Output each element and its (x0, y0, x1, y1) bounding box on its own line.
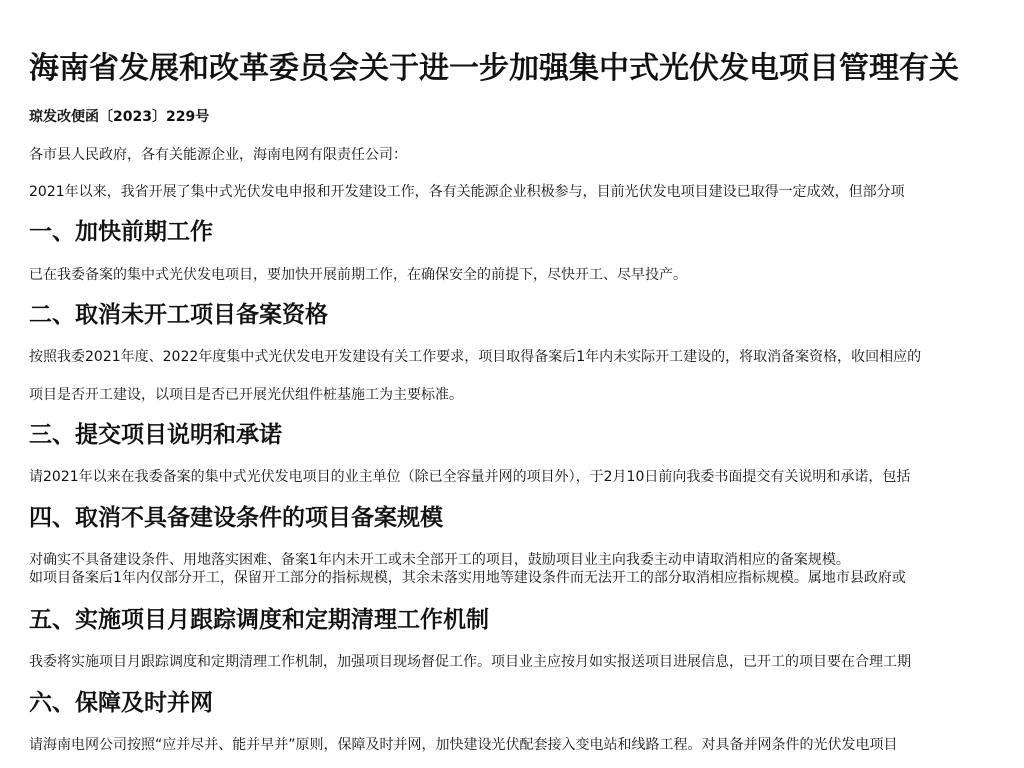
document-number: 琼发改便函〔2023〕229号 (29, 109, 210, 125)
section-6-paragraph: 请海南电网公司按照“应并尽并、能并早并”原则，保障及时并网，加快建设光伏配套接入变电站和线路工程。对具备并网条件的光伏发电项目 (29, 737, 898, 753)
section-3-paragraph: 请2021年以来在我委备案的集中式光伏发电项目的业主单位（除已全容量并网的项目外），于2月10日前向我委书面提交有关说明和承诺，包括 (29, 469, 911, 485)
section-4-paragraph (29, 551, 906, 587)
section-2-paragraph-2: 项目是否开工建设，以项目是否已开展光伏组件桩基施工为主要标准。 (29, 387, 463, 403)
section-5-paragraph: 我委将实施项目月跟踪调度和定期清理工作机制，加强项目现场督促工作。项目业主应按月如实报送项目进展信息，已开工的项目要在合理工期 (29, 654, 911, 670)
section-heading-6: 六、保障及时并网 (29, 690, 213, 716)
section-1-paragraph: 已在我委备案的集中式光伏发电项目，要加快开展前期工作，在确保安全的前提下，尽快开工、尽早投产。 (29, 267, 687, 283)
section-heading-1: 一、加快前期工作 (29, 219, 213, 245)
section-heading-4: 四、取消不具备建设条件的项目备案规模 (29, 505, 443, 531)
intro-paragraph: 2021年以来，我省开展了集中式光伏发电申报和开发建设工作，各有关能源企业积极参与，目前光伏发电项目建设已取得一定成效，但部分项 (29, 184, 905, 200)
section-4-line-2: 如项目备案后1年内仅部分开工，保留开工部分的指标规模，其余未落实用地等建设条件而无法开工的部分取消相应指标规模。属地市县政府或 (29, 570, 906, 586)
section-heading-2: 二、取消未开工项目备案资格 (29, 302, 328, 328)
section-2-paragraph-1: 按照我委2021年度、2022年度集中式光伏发电开发建设有关工作要求，项目取得备案后1年内未实际开工建设的，将取消备案资格，收回相应的 (29, 349, 922, 365)
document-page (29, 0, 1024, 768)
addressee-line: 各市县人民政府，各有关能源企业，海南电网有限责任公司： (29, 147, 407, 163)
section-heading-3: 三、提交项目说明和承诺 (29, 422, 282, 448)
document-title: 海南省发展和改革委员会关于进一步加强集中式光伏发电项目管理有关 (29, 51, 959, 86)
section-heading-5: 五、实施项目月跟踪调度和定期清理工作机制 (29, 607, 489, 633)
section-4-line-1: 对确实不具备建设条件、用地落实困难、备案1年内未开工或未全部开工的项目，鼓励项目业主向我委主动申请取消相应的备案规模。 (29, 552, 850, 568)
